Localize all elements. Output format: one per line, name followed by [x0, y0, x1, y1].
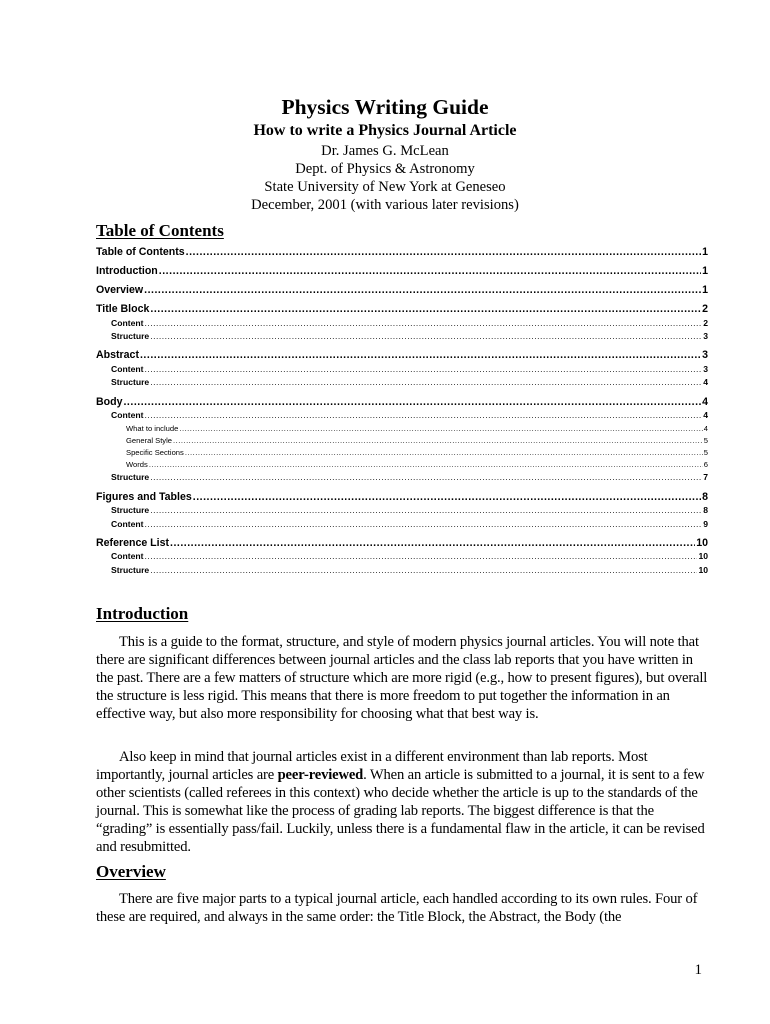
toc-leader-dots: [150, 472, 702, 483]
document-subtitle: How to write a Physics Journal Article: [253, 122, 517, 139]
toc-entry-page: 4: [703, 377, 708, 387]
paragraph-text: Also keep in mind that journal articles exist in a different environment than lab reports. Most importantly, journal articles are: [96, 749, 648, 784]
toc-leader-dots: [144, 318, 702, 329]
toc-entry[interactable]: [96, 377, 708, 388]
toc-entry-label: Content: [111, 410, 144, 420]
author-name: Dr. James G. McLean: [321, 143, 449, 159]
overview-paragraph-1: There are five major parts to a typical journal article, each handled according to its own rules. Four of these are required, and always in the same order: the Title Block, the Abstract, the Body (the: [96, 891, 698, 926]
toc-entry-label: Content: [111, 364, 144, 374]
toc-leader-dots: [179, 424, 702, 434]
toc-entry-page: 3: [703, 364, 708, 374]
toc-entry-label: Body: [96, 396, 123, 408]
toc-heading: Table of Contents: [96, 221, 224, 240]
toc-entry[interactable]: [96, 436, 708, 446]
introduction-paragraph-2: [96, 748, 708, 857]
toc-entry[interactable]: [96, 491, 708, 504]
toc-leader-dots: [150, 565, 697, 576]
toc-entry-page: 1: [702, 284, 708, 296]
toc-leader-dots: [149, 460, 703, 470]
toc-entry-label: Introduction: [96, 265, 158, 277]
toc-entry-page: 1: [702, 265, 708, 277]
toc-entry[interactable]: [96, 565, 708, 576]
toc-entry-page: 3: [702, 349, 708, 361]
toc-entry-page: 10: [696, 537, 708, 549]
toc-entry[interactable]: [96, 424, 708, 434]
toc-entry-label: Structure: [111, 472, 150, 482]
toc-entry[interactable]: [96, 246, 708, 259]
toc-entry-page: 6: [703, 460, 708, 469]
toc-entry[interactable]: [96, 331, 708, 342]
toc-entry-label: Words: [126, 460, 148, 469]
toc-entry-page: 8: [702, 491, 708, 503]
toc-entry-page: 9: [703, 519, 708, 529]
toc-entry-page: 5: [703, 436, 708, 445]
toc-entry[interactable]: [96, 265, 708, 278]
toc-entry-page: 5: [703, 448, 708, 457]
toc-entry-label: Title Block: [96, 303, 150, 315]
toc-leader-dots: [144, 364, 702, 375]
toc-entry-page: 2: [702, 303, 708, 315]
page-number: 1: [694, 962, 702, 978]
introduction-paragraph-1: This is a guide to the format, structure, and style of modern physics journal articles. You will note that there are significant differences between journal articles and the class lab reports that you have written in the past. There are a few matters of structure which are more rigid (e.g., how to present figures), but overall the structure is less rigid. This means that there is more freedom to put together the information in an effective way, but also more responsibility for choosing what that best way is.: [96, 634, 708, 723]
toc-entry[interactable]: [96, 364, 708, 375]
toc-leader-dots: [150, 505, 702, 516]
toc-entry-label: Structure: [111, 505, 150, 515]
toc-entry-page: 1: [702, 246, 708, 258]
toc-leader-dots: [144, 410, 702, 421]
toc-entry-label: Table of Contents: [96, 246, 185, 258]
toc-entry-label: Content: [111, 318, 144, 328]
toc-leader-dots: [140, 349, 701, 362]
toc-leader-dots: [150, 377, 702, 388]
toc-entry[interactable]: [96, 318, 708, 329]
toc-entry-label: Abstract: [96, 349, 139, 361]
toc-entry-label: Figures and Tables: [96, 491, 192, 503]
overview-heading: Overview: [96, 862, 166, 881]
document-date: December, 2001 (with various later revisions): [251, 197, 519, 213]
toc-entry[interactable]: [96, 505, 708, 516]
toc-entry-page: 8: [703, 505, 708, 515]
toc-entry[interactable]: [96, 448, 708, 458]
toc-leader-dots: [170, 537, 695, 550]
toc-entry-label: Content: [111, 551, 144, 561]
document-title: Physics Writing Guide: [281, 95, 489, 119]
toc-entry-page: 4: [702, 396, 708, 408]
paragraph-text: . When an article is submitted to a journal, it is sent to a few other scientists (called referees in this context) who decide whether the article is up to the standards of the journal. This is somewhat like the process of grading lab reports. The biggest difference is that the “grading” is essentially pass/fail. Luckily, unless there is a fundamental flaw in the article, it can be revised and resubmitted.: [96, 767, 705, 856]
toc-entry-page: 10: [698, 565, 708, 575]
toc-leader-dots: [150, 331, 702, 342]
toc-leader-dots: [185, 448, 703, 458]
toc-entry-label: Structure: [111, 377, 150, 387]
toc-leader-dots: [144, 284, 701, 297]
toc-entry[interactable]: [96, 284, 708, 297]
toc-entry-page: 4: [703, 410, 708, 420]
toc-entry[interactable]: [96, 472, 708, 483]
toc-entry-page: 7: [703, 472, 708, 482]
toc-leader-dots: [144, 519, 702, 530]
toc-leader-dots: [193, 491, 701, 504]
toc-entry-label: What to include: [126, 424, 179, 433]
toc-entry[interactable]: [96, 396, 708, 409]
toc-entry-label: Structure: [111, 331, 150, 341]
toc-entry-label: Overview: [96, 284, 144, 296]
toc-entry[interactable]: [96, 537, 708, 550]
toc-entry-page: 10: [698, 551, 708, 561]
department-name: Dept. of Physics & Astronomy: [295, 161, 475, 177]
toc-entry-label: Content: [111, 519, 144, 529]
toc-entry[interactable]: [96, 349, 708, 362]
toc-entry[interactable]: [96, 519, 708, 530]
toc-entry-page: 3: [703, 331, 708, 341]
toc-leader-dots: [186, 246, 701, 259]
toc-entry-page: 2: [703, 318, 708, 328]
toc-leader-dots: [144, 551, 697, 562]
introduction-heading: Introduction: [96, 604, 189, 623]
toc-leader-dots: [159, 265, 701, 278]
toc-entry-page: 4: [703, 424, 708, 433]
toc-leader-dots: [173, 436, 703, 446]
toc-entry[interactable]: [96, 410, 708, 421]
toc-entry[interactable]: [96, 460, 708, 470]
toc-entry[interactable]: [96, 551, 708, 562]
toc-entry[interactable]: [96, 303, 708, 316]
toc-leader-dots: [123, 396, 701, 409]
toc-entry-label: Reference List: [96, 537, 170, 549]
toc-entry-label: Structure: [111, 565, 150, 575]
university-name: State University of New York at Geneseo: [264, 179, 506, 195]
toc-entry-label: Specific Sections: [126, 448, 184, 457]
toc-leader-dots: [150, 303, 701, 316]
peer-reviewed-term: peer-reviewed: [277, 767, 364, 784]
toc-entry-label: General Style: [126, 436, 173, 445]
